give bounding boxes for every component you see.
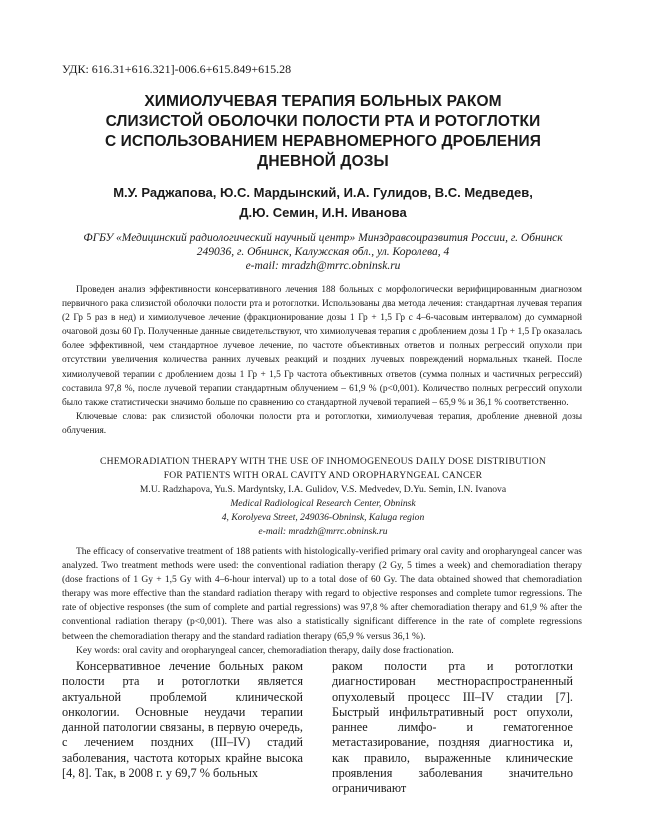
authors-line: М.У. Раджапова, Ю.С. Мардынский, И.А. Гулидов, В.С. Медведев, bbox=[113, 185, 533, 200]
affiliation-en-line: 4, Korolyeva Street, 249036-Obninsk, Kaluga region bbox=[221, 512, 425, 523]
keywords-en: Key words: oral cavity and oropharyngeal cancer, chemoradiation therapy, daily dose fractionation. bbox=[76, 645, 454, 656]
abstract-ru bbox=[62, 283, 582, 438]
authors-en: M.U. Radzhapova, Yu.S. Mardyntsky, I.A. Gulidov, V.S. Medvedev, D.Yu. Semin, I.N. Ivanova bbox=[139, 484, 507, 495]
body-column-right bbox=[332, 659, 573, 797]
authors-line: Д.Ю. Семин, И.Н. Иванова bbox=[239, 205, 407, 220]
affiliation-line: 249036, г. Обнинск, Калужская обл., ул. Королева, 4 bbox=[196, 246, 450, 258]
title-line: ДНЕВНОЙ ДОЗЫ bbox=[257, 153, 389, 170]
email-ru: e-mail: mradzh@mrrc.obninsk.ru bbox=[245, 260, 401, 272]
udk-code: УДК: 616.31+616.321]-006.6+615.849+615.28 bbox=[62, 62, 292, 76]
keywords-ru: Ключевые слова: рак слизистой оболочки полости рта и ротоглотки, химиолучевая терапия, дробление дневной дозы облучения. bbox=[62, 411, 582, 436]
title-line: С ИСПОЛЬЗОВАНИЕМ НЕРАВНОМЕРНОГО ДРОБЛЕНИЯ bbox=[104, 133, 542, 150]
title-en-line: FOR PATIENTS WITH ORAL CAVITY AND OROPHARYNGEAL CANCER bbox=[163, 470, 483, 481]
affiliation-ru bbox=[60, 231, 586, 273]
affiliation-line: ФГБУ «Медицинский радиологический научный центр» Минздравсоцразвития России, г. Обнинск bbox=[83, 232, 563, 244]
abstract-ru-text: Проведен анализ эффективности консервативного лечения 188 больных с морфологически верифицированным диагнозом первичного рака слизистой оболочки полости рта и ротоглотки. Использованы два метода лечения: стандартная лучевая терапия (2 Гр 5 раз в нед) и химиолучевое лечение (фракционирование дозы 1 Гр + 1,5 Гр с 4–6-часовым интервалом) до суммарной очаговой дозы 60 Гр. Полученные данные свидетельствуют, что химиолучевая терапия с дроблением дозы 1 Гр + 1,5 Гр оказалась более эффективной, чем стандартное лучевое лечение, по частоте объективных ответов и полных регрессий опухоли при отсутствии увеличения количества ранних лучевых реакций и поздних лучевых повреждений нормальных тканей. После химиолучевой терапии с дроблением дозы 1 Гр + 1,5 Гр частота объективных ответов (сумма полных и частичных регрессий) составила 97,8 %, после лучевой терапии стандартным облучением – 61,9 % (р<0,001). Количество полных регрессий опухоли было также статистически значимо больше по сравнению со стандартной лучевой терапией – 65,9 % и 36,1 % соответственно. bbox=[62, 285, 582, 408]
english-header bbox=[60, 455, 586, 539]
abstract-en-text: The efficacy of conservative treatment of 188 patients with histologically-verified primary oral cavity and oropharyngeal cancer was analyzed. Two treatment methods were used: the conventional radiation therapy (2 Gy, 5 times a week) and chemoradiation therapy (dose fractions of 1 Gy + 1,5 Gy with 4–6-hour interval) up to a total dose of 60 Gy. The data obtained showed that chemoradiation therapy was more effective than the standard radiation therapy with regard to objective responses and complete tumor regressions. The rate of objective responses (the sum of complete and partial regressions) was 97,8 % after chemoradiation therapy and 61,9 % after the conventional radiation therapy (p<0,001). There was also a statistically significant difference in the rate of complete regressions between the chemoradiation therapy and the standard radiation therapy (65,9 % versus 36,1 %). bbox=[62, 547, 582, 642]
authors-ru bbox=[60, 183, 586, 223]
title-en-line: CHEMORADIATION THERAPY WITH THE USE OF INHOMOGENEOUS DAILY DOSE DISTRIBUTION bbox=[99, 456, 547, 467]
body-column-left bbox=[62, 659, 303, 781]
affiliation-en-line: Medical Radiological Research Center, Obninsk bbox=[230, 498, 416, 509]
body-paragraph: раком полости рта и ротоглотки диагностирован местнораспространенный опухолевый процесс III–IV стадии [7]. Быстрый инфильтративный рост опухоли, раннее лимфо- и гематогенное метастазирование, поздняя диагностика и, как правило, выраженные клинические проявления заболевания значительно ограничивают bbox=[332, 659, 573, 796]
abstract-en bbox=[62, 545, 582, 658]
article-title-ru bbox=[60, 92, 586, 172]
title-line: СЛИЗИСТОЙ ОБОЛОЧКИ ПОЛОСТИ РТА И РОТОГЛОТКИ bbox=[105, 113, 541, 130]
email-en: e-mail: mradzh@mrrc.obninsk.ru bbox=[258, 526, 388, 537]
title-line: ХИМИОЛУЧЕВАЯ ТЕРАПИЯ БОЛЬНЫХ РАКОМ bbox=[144, 93, 502, 110]
body-paragraph: Консервативное лечение больных раком полости рта и ротоглотки является актуальной проблемой клинической онкологии. Основные неудачи терапии данной патологии связаны, в первую очередь, с лечением поздних (III–IV) стадий заболевания, частота которых крайне высока [4, 8]. Так, в 2008 г. у 69,7 % больных bbox=[62, 659, 303, 781]
